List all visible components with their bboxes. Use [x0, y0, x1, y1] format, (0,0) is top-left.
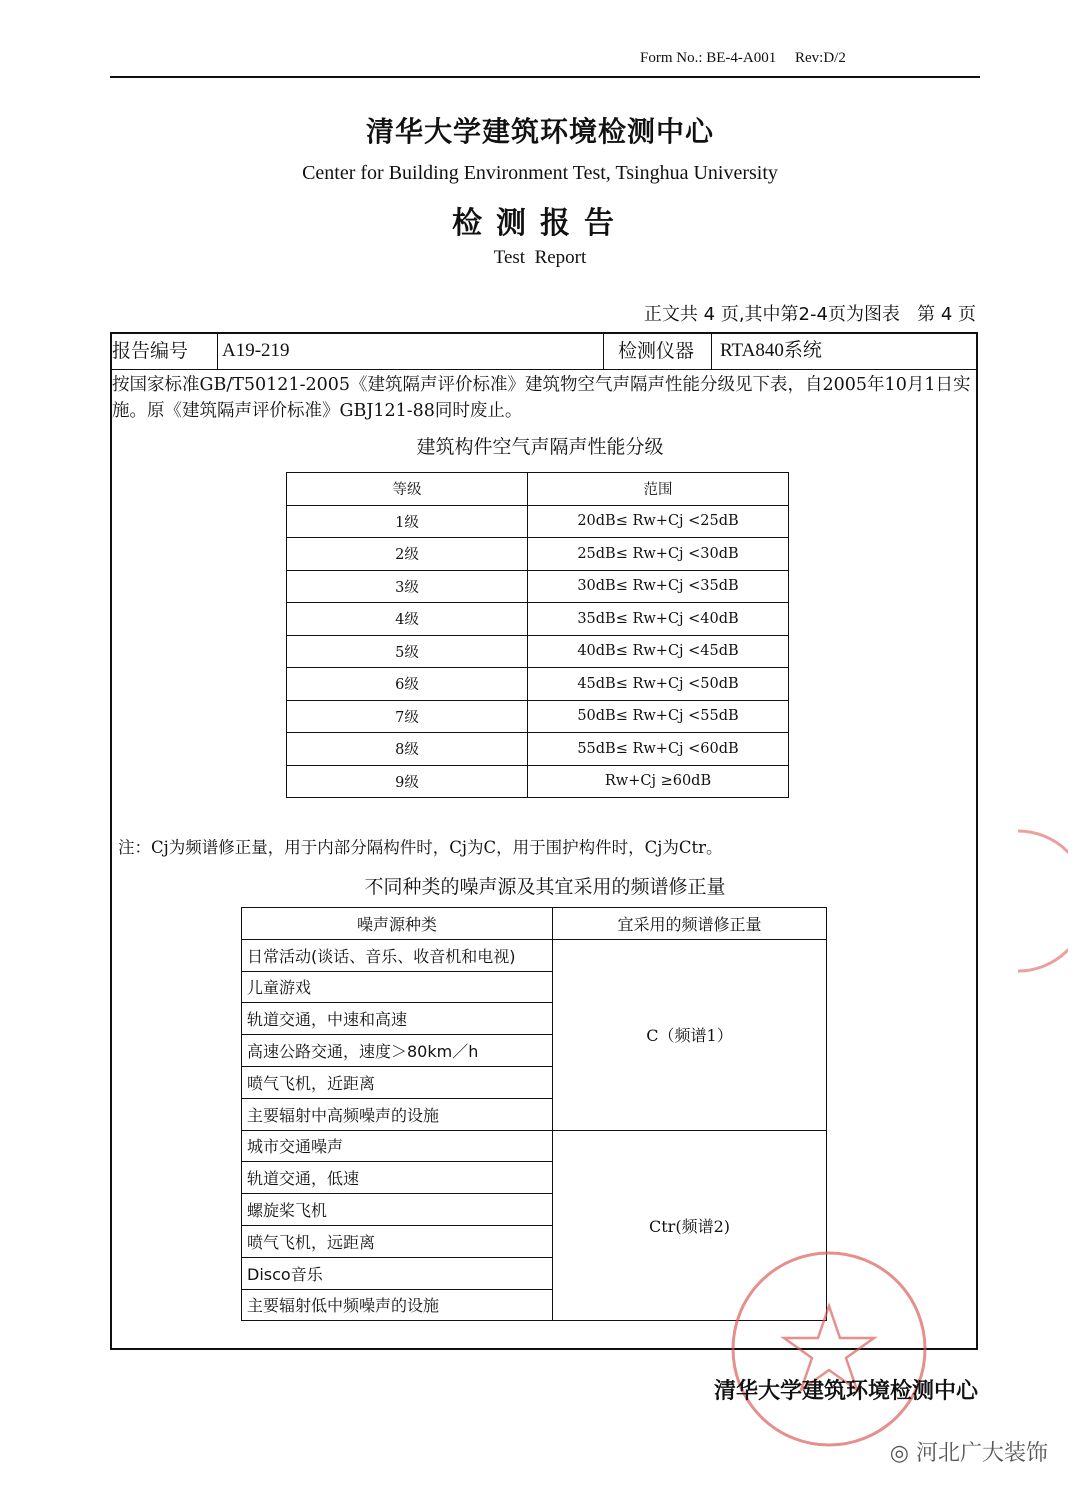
noise-source-cell: 主要辐射低中频噪声的设施 — [242, 1289, 553, 1321]
noise-source-cell: 城市交通噪声 — [242, 1130, 553, 1162]
table2-title: 不同种类的噪声源及其宜采用的频谱修正量 — [364, 876, 726, 898]
note-text: 注：Cj为频谱修正量，用于内部分隔构件时，Cj为C，用于围护构件时，Cj为Ctr。 — [118, 838, 723, 857]
info-row — [110, 332, 978, 370]
noise-source-cell: 日常活动(谈话、音乐、收音机和电视) — [242, 939, 553, 971]
form-number: Form No.: BE-4-A001 Rev:D/2 — [640, 50, 846, 66]
table-row — [287, 700, 789, 733]
table-header-row — [287, 473, 789, 506]
range-cell: 25dB≤ Rw+Cj <30dB — [528, 538, 789, 571]
org-title-en: Center for Building Environment Test, Tsinghua University — [302, 162, 778, 184]
insulation-grade-table — [286, 472, 789, 798]
grade-cell: 2级 — [287, 538, 528, 571]
report-no-label: 报告编号 — [110, 332, 218, 370]
table-header-row — [242, 908, 827, 940]
footer-org: 清华大学建筑环境检测中心 — [713, 1379, 978, 1404]
grade-cell: 3级 — [287, 570, 528, 603]
report-title-cn: 检测报告 — [452, 206, 628, 241]
noise-source-cell: 螺旋桨飞机 — [242, 1194, 553, 1226]
page-info: 正文共 4 页,其中第2-4页为图表 第 4 页 — [643, 304, 976, 325]
grade-cell: 6级 — [287, 668, 528, 701]
official-seal — [724, 1244, 934, 1454]
noise-source-cell: 儿童游戏 — [242, 971, 553, 1003]
table-row — [287, 733, 789, 766]
noise-source-cell: 喷气飞机，远距离 — [242, 1225, 553, 1257]
report-title-en: Test Report — [493, 247, 587, 268]
grade-cell: 5级 — [287, 635, 528, 668]
header-rule — [110, 76, 980, 78]
correction-cell-c: C（频谱1） — [553, 939, 827, 1130]
intro-paragraph: 按国家标准GB/T50121-2005《建筑隔声评价标准》建筑物空气声隔声性能分级见下表，自2005年10月1日实施。原《建筑隔声评价标准》GBJ121-88同时废止。 — [112, 375, 971, 421]
range-cell: 35dB≤ Rw+Cj <40dB — [528, 603, 789, 636]
header-noise-source: 噪声源种类 — [242, 908, 553, 940]
table-row — [287, 505, 789, 538]
table-row — [287, 765, 789, 798]
range-cell: 30dB≤ Rw+Cj <35dB — [528, 570, 789, 603]
instrument-value: RTA840系统 — [720, 340, 822, 361]
grade-cell: 7级 — [287, 700, 528, 733]
partial-seal — [1008, 826, 1068, 976]
range-cell: 50dB≤ Rw+Cj <55dB — [528, 700, 789, 733]
range-cell: Rw+Cj ≥60dB — [528, 765, 789, 798]
header-correction: 宜采用的频谱修正量 — [553, 908, 827, 940]
range-cell: 55dB≤ Rw+Cj <60dB — [528, 733, 789, 766]
table-row — [287, 570, 789, 603]
noise-source-cell: 轨道交通，中速和高速 — [242, 1003, 553, 1035]
org-title-cn: 清华大学建筑环境检测中心 — [365, 115, 714, 148]
noise-source-cell: Disco音乐 — [242, 1257, 553, 1289]
header-range: 范围 — [528, 473, 789, 506]
table-row — [287, 538, 789, 571]
table-row — [287, 635, 789, 668]
header-grade: 等级 — [287, 473, 528, 506]
table1-title: 建筑构件空气声隔声性能分级 — [416, 436, 664, 458]
noise-source-cell: 高速公路交通，速度＞80km／h — [242, 1035, 553, 1067]
table-row — [242, 939, 827, 971]
range-cell: 40dB≤ Rw+Cj <45dB — [528, 635, 789, 668]
table-row — [242, 1130, 827, 1162]
report-no-value: A19-219 — [218, 332, 604, 370]
grade-cell: 8级 — [287, 733, 528, 766]
range-cell: 45dB≤ Rw+Cj <50dB — [528, 668, 789, 701]
grade-cell: 1级 — [287, 505, 528, 538]
wechat-icon: ◎ — [889, 1441, 909, 1466]
noise-source-cell: 主要辐射中高频噪声的设施 — [242, 1098, 553, 1130]
table-row — [287, 603, 789, 636]
watermark-text — [890, 1436, 1048, 1467]
noise-source-cell: 喷气飞机，近距离 — [242, 1066, 553, 1098]
range-cell: 20dB≤ Rw+Cj <25dB — [528, 505, 789, 538]
grade-cell: 9级 — [287, 765, 528, 798]
instrument-label: 检测仪器 — [604, 332, 712, 370]
table-row — [287, 668, 789, 701]
correction-cell-ctr: Ctr(频谱2) — [553, 1130, 827, 1321]
watermark-label: 河北广大装饰 — [915, 1441, 1048, 1466]
grade-cell: 4级 — [287, 603, 528, 636]
noise-source-cell: 轨道交通，低速 — [242, 1162, 553, 1194]
